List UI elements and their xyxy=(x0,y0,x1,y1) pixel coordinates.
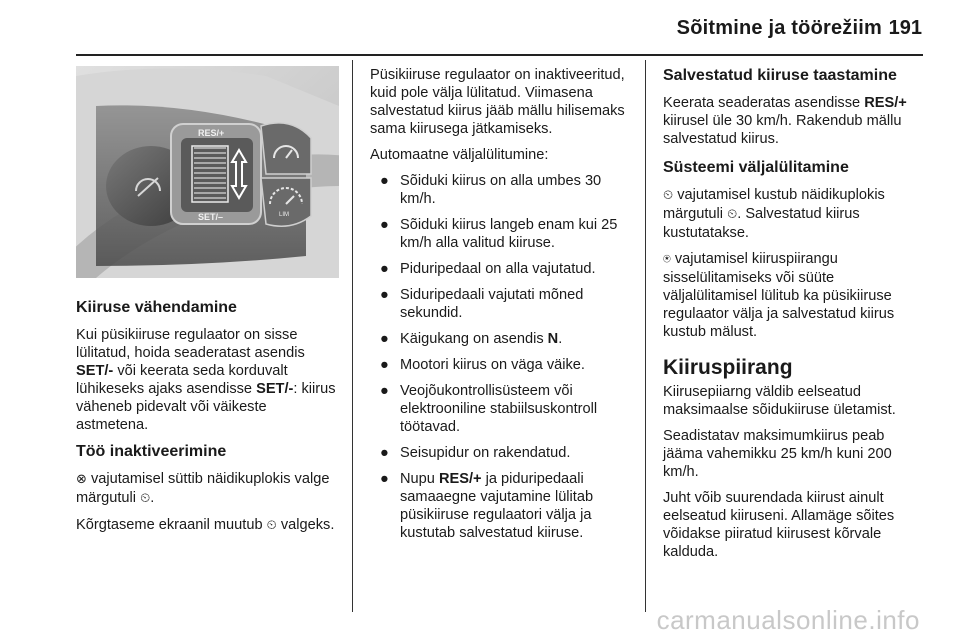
heading-deactivation: Töö inaktiveerimine xyxy=(76,443,227,460)
text: Kui püsikiiruse regulaator on sisse lülitatud, hoida seaderatast asendis xyxy=(76,327,305,361)
list-item xyxy=(370,260,636,278)
auto-off-list xyxy=(370,172,636,542)
list-item-text: Seisupidur on rakendatud. xyxy=(400,445,571,461)
paragraph-inactive: Püsikiiruse regulaator on inaktiveeritud, kuid pole välja lülitatud. Viimasena salvestatud kiirus jääb mällu hilisemaks sama kiirusega jätkamiseks. xyxy=(370,67,625,137)
column-2 xyxy=(370,66,636,550)
list-item-text: Mootori kiirus on väga väike. xyxy=(400,357,585,373)
bullet-icon: ● xyxy=(380,331,389,347)
text: Keerata seaderatas asendisse xyxy=(663,95,865,111)
list-item xyxy=(370,286,636,322)
bullet-icon: ● xyxy=(380,261,389,277)
text: . xyxy=(150,490,155,506)
watermark: carmanualsonline.info xyxy=(656,605,920,635)
text: vajutamisel kiiruspiirangu sisselülitamiseks või süüte väljalülitamisel lülitub ka püsikiiruse regulaator välja ja salvestatud kiirus kustub mälust. xyxy=(663,251,895,340)
paragraph-system-off xyxy=(663,186,925,242)
page-number: 191 xyxy=(888,17,922,39)
paragraph-auto-off: Automaatne väljalülitumine: xyxy=(370,147,549,163)
speed-limiter-icon: ⍟ xyxy=(663,252,671,267)
res-plus-bold: RES/+ xyxy=(438,471,482,487)
paragraph-limiter-range: Seadistatav maksimumkiirus peab jääma vahemikku 25 km/h kuni 200 km/h. xyxy=(663,428,892,480)
lim-label: LIM xyxy=(279,212,290,218)
list-item xyxy=(370,330,636,348)
heading-speed-limiter: Kiiruspiirang xyxy=(663,356,793,379)
column-divider-1 xyxy=(352,60,353,612)
text: : kiirus väheneb pidevalt või väikeste astmetena. xyxy=(76,381,336,433)
bullet-icon: ● xyxy=(380,287,389,303)
paragraph-limiter-driver: Juht võib suurendada kiirust ainult eelseatud kiiruseni. Allamäge sõites võidakse piiratud kiirusest kõrvale kalduda. xyxy=(663,490,895,560)
list-item xyxy=(370,382,636,436)
res-label: RES/+ xyxy=(198,128,225,138)
cruise-cancel-icon: ⊗ xyxy=(76,472,87,487)
paragraph-deactivation-1 xyxy=(76,470,338,508)
text: valgeks. xyxy=(276,517,335,533)
column-divider-2 xyxy=(645,60,646,612)
list-item-text: ja piduripedaali samaaegne vajutamine lülitab püsikiiruse regulaatori välja ja kustutab salvestatud kiiruse. xyxy=(400,471,594,541)
list-item xyxy=(370,444,636,462)
paragraph-limiter-intro: Kiirusepiiarng väldib eelseatud maksimaalse sõidukiiruse ületamist. xyxy=(663,384,896,418)
column-3 xyxy=(663,66,925,569)
heading-restore-speed: Salvestatud kiiruse taastamine xyxy=(663,67,897,84)
list-item xyxy=(370,216,636,252)
paragraph-speed-decrease xyxy=(76,326,338,434)
bullet-icon: ● xyxy=(380,445,389,461)
res-plus-bold: RES/+ xyxy=(864,95,907,111)
set-minus-bold: SET/- xyxy=(256,381,294,397)
list-item-text: Sõiduki kiirus on alla umbes 30 km/h. xyxy=(400,173,602,207)
list-item xyxy=(370,172,636,208)
bullet-icon: ● xyxy=(380,217,389,233)
page-header-title: Sõitmine ja töörežiim xyxy=(676,17,882,39)
list-item-text: Sõiduki kiirus langeb enam kui 25 km/h alla valitud kiiruse. xyxy=(400,217,618,251)
heading-speed-decrease: Kiiruse vähendamine xyxy=(76,299,237,316)
bullet-icon: ● xyxy=(380,383,389,399)
text: või keerata seda korduvalt lühikeseks ajaks asendisse xyxy=(76,363,288,397)
list-item-text: Veojõukontrollisüsteem või elektrooniline stabiilsuskontroll töötavad. xyxy=(400,383,598,435)
list-item-text: . xyxy=(558,331,563,347)
cruise-control-icon: ⏲ xyxy=(140,491,151,506)
paragraph-deactivation-2 xyxy=(76,516,338,535)
text: vajutamisel süttib näidikuplokis valge märgutuli xyxy=(76,471,330,506)
cruise-control-icon: ⏲ xyxy=(266,518,277,533)
column-1 xyxy=(76,298,338,543)
heading-system-off: Süsteemi väljalülitamine xyxy=(663,159,849,176)
set-minus-bold: SET/- xyxy=(76,363,114,379)
list-item-text: Siduripedaali vajutati mõned sekundid. xyxy=(400,287,584,321)
list-item-text: Piduripedaal on alla vajutatud. xyxy=(400,261,596,277)
steering-wheel-cruise-control-photo xyxy=(76,66,339,278)
list-item xyxy=(370,356,636,374)
bullet-icon: ● xyxy=(380,173,389,189)
cruise-control-icon: ⏲ xyxy=(663,188,674,203)
list-item-text: Nupu xyxy=(400,471,439,487)
text: Kõrgtaseme ekraanil muutub xyxy=(76,517,267,533)
paragraph-limiter-switch xyxy=(663,250,925,341)
steering-wheel-illustration xyxy=(76,66,339,278)
gear-n-bold: N xyxy=(547,331,559,347)
text: kiirusel üle 30 km/h. Rakendub mällu salvestatud kiirus. xyxy=(663,113,902,147)
text: . Salvestatud kiirus kustutatakse. xyxy=(663,206,860,241)
cruise-control-icon: ⏲ xyxy=(727,207,738,222)
header-rule xyxy=(76,54,923,56)
list-item xyxy=(370,470,636,542)
list-item-text: Käigukang on asendis xyxy=(400,331,548,347)
bullet-icon: ● xyxy=(380,471,389,487)
bullet-icon: ● xyxy=(380,357,389,373)
paragraph-restore xyxy=(663,94,925,148)
set-label: SET/– xyxy=(198,212,224,222)
text: vajutamisel kustub näidikuplokis märgutuli xyxy=(663,187,885,222)
